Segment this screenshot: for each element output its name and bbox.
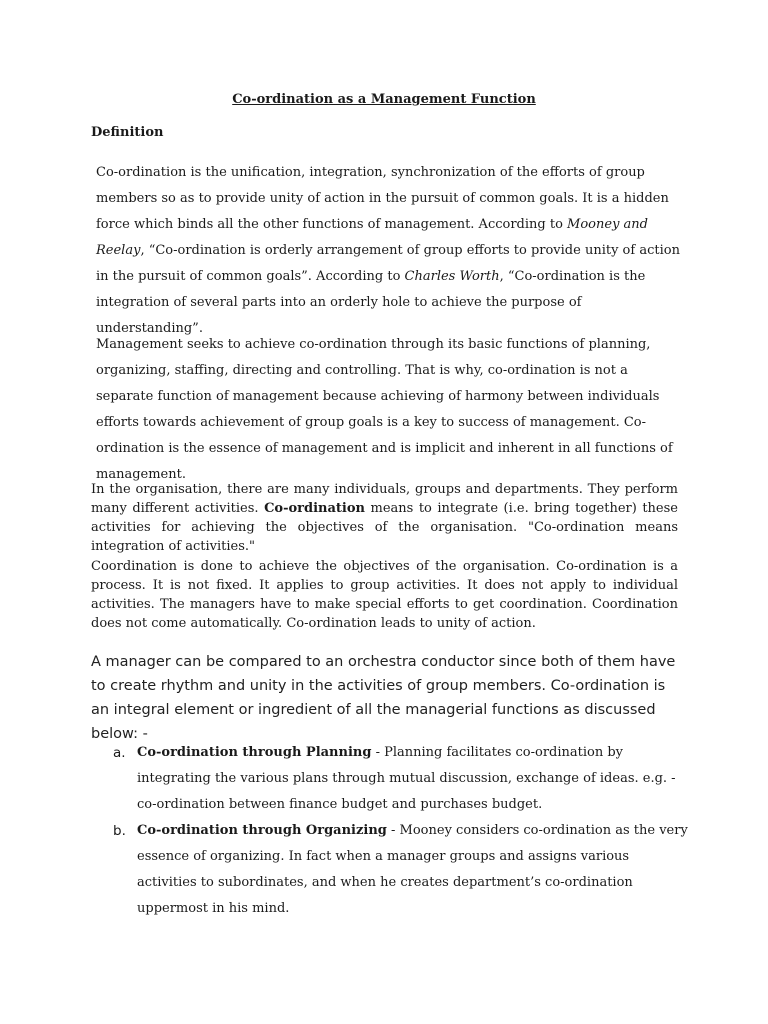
- definition-paragraph: [96, 160, 681, 342]
- list-marker: a.: [113, 745, 126, 761]
- definition-text-2: , “Co-ordination is orderly arrangement of group efforts to provide unity of action in the pursuit of common goals”. According to: [96, 243, 680, 284]
- coordination-term: Co-ordination: [264, 501, 365, 516]
- organisation-text-2: means to integrate (i.e. bring together) these activities for achieving the objectives of the organisation. "Co-ordination means integration of activities.": [91, 501, 678, 554]
- definition-heading: Definition: [91, 125, 164, 140]
- organisation-text-1: In the organisation, there are many individuals, groups and departments. They perform many different activities.: [91, 482, 678, 516]
- management-paragraph: Management seeks to achieve co-ordination through its basic functions of planning, organizing, staffing, directing and controlling. That is why, co-ordination is not a separate function of management because achieving of harmony between individuals efforts towards achievement of group goals is a key to success of management. Co-ordination is the essence of management and is implicit and inherent in all functions of management.: [96, 337, 673, 482]
- definition-text-1: Co-ordination is the unification, integration, synchronization of the efforts of group members so as to provide unity of action in the pursuit of common goals. It is a hidden force which binds all the other functions of management. According to: [96, 165, 669, 232]
- list-item-text: - Planning facilitates co-ordination by integrating the various plans through mutual discussion, exchange of ideas. e.g. - co-ordination between finance budget and purchases budget.: [137, 745, 676, 812]
- document-title: Co-ordination as a Management Function: [232, 92, 536, 107]
- coordination-process-paragraph: Coordination is done to achieve the objectives of the organisation. Co-ordination is a process. It is not fixed. It applies to group activities. It does not apply to individual activities. The managers have to make special efforts to get coordination. Coordination does not come automatically. Co-ordination leads to unity of action.: [91, 559, 678, 631]
- definition-text-3: , “Co-ordination is the integration of several parts into an orderly hole to achieve the purpose of understanding”.: [96, 269, 646, 336]
- list-item-title: Co-ordination through Planning: [137, 745, 372, 760]
- list-item-title: Co-ordination through Organizing: [137, 823, 387, 838]
- manager-conductor-paragraph: A manager can be compared to an orchestra conductor since both of them have to create rhythm and unity in the activities of group members. Co-ordination is an integral element or ingredient of all the managerial functions as discussed below: -: [91, 654, 676, 742]
- list-marker: b.: [113, 823, 126, 839]
- list-item-organizing: [91, 818, 691, 922]
- organisation-paragraph: [91, 480, 678, 556]
- list-item-text: - Mooney considers co-ordination as the very essence of organizing. In fact when a manager groups and assigns various activities to subordinates, and when he creates department’s co-ordination uppermost in his mind.: [137, 823, 688, 916]
- list-item-planning: [91, 740, 691, 818]
- managerial-functions-list: [91, 740, 691, 922]
- author-charles-worth: Charles Worth: [404, 269, 500, 284]
- author-mooney-reelay: Mooney and Reelay: [96, 217, 648, 258]
